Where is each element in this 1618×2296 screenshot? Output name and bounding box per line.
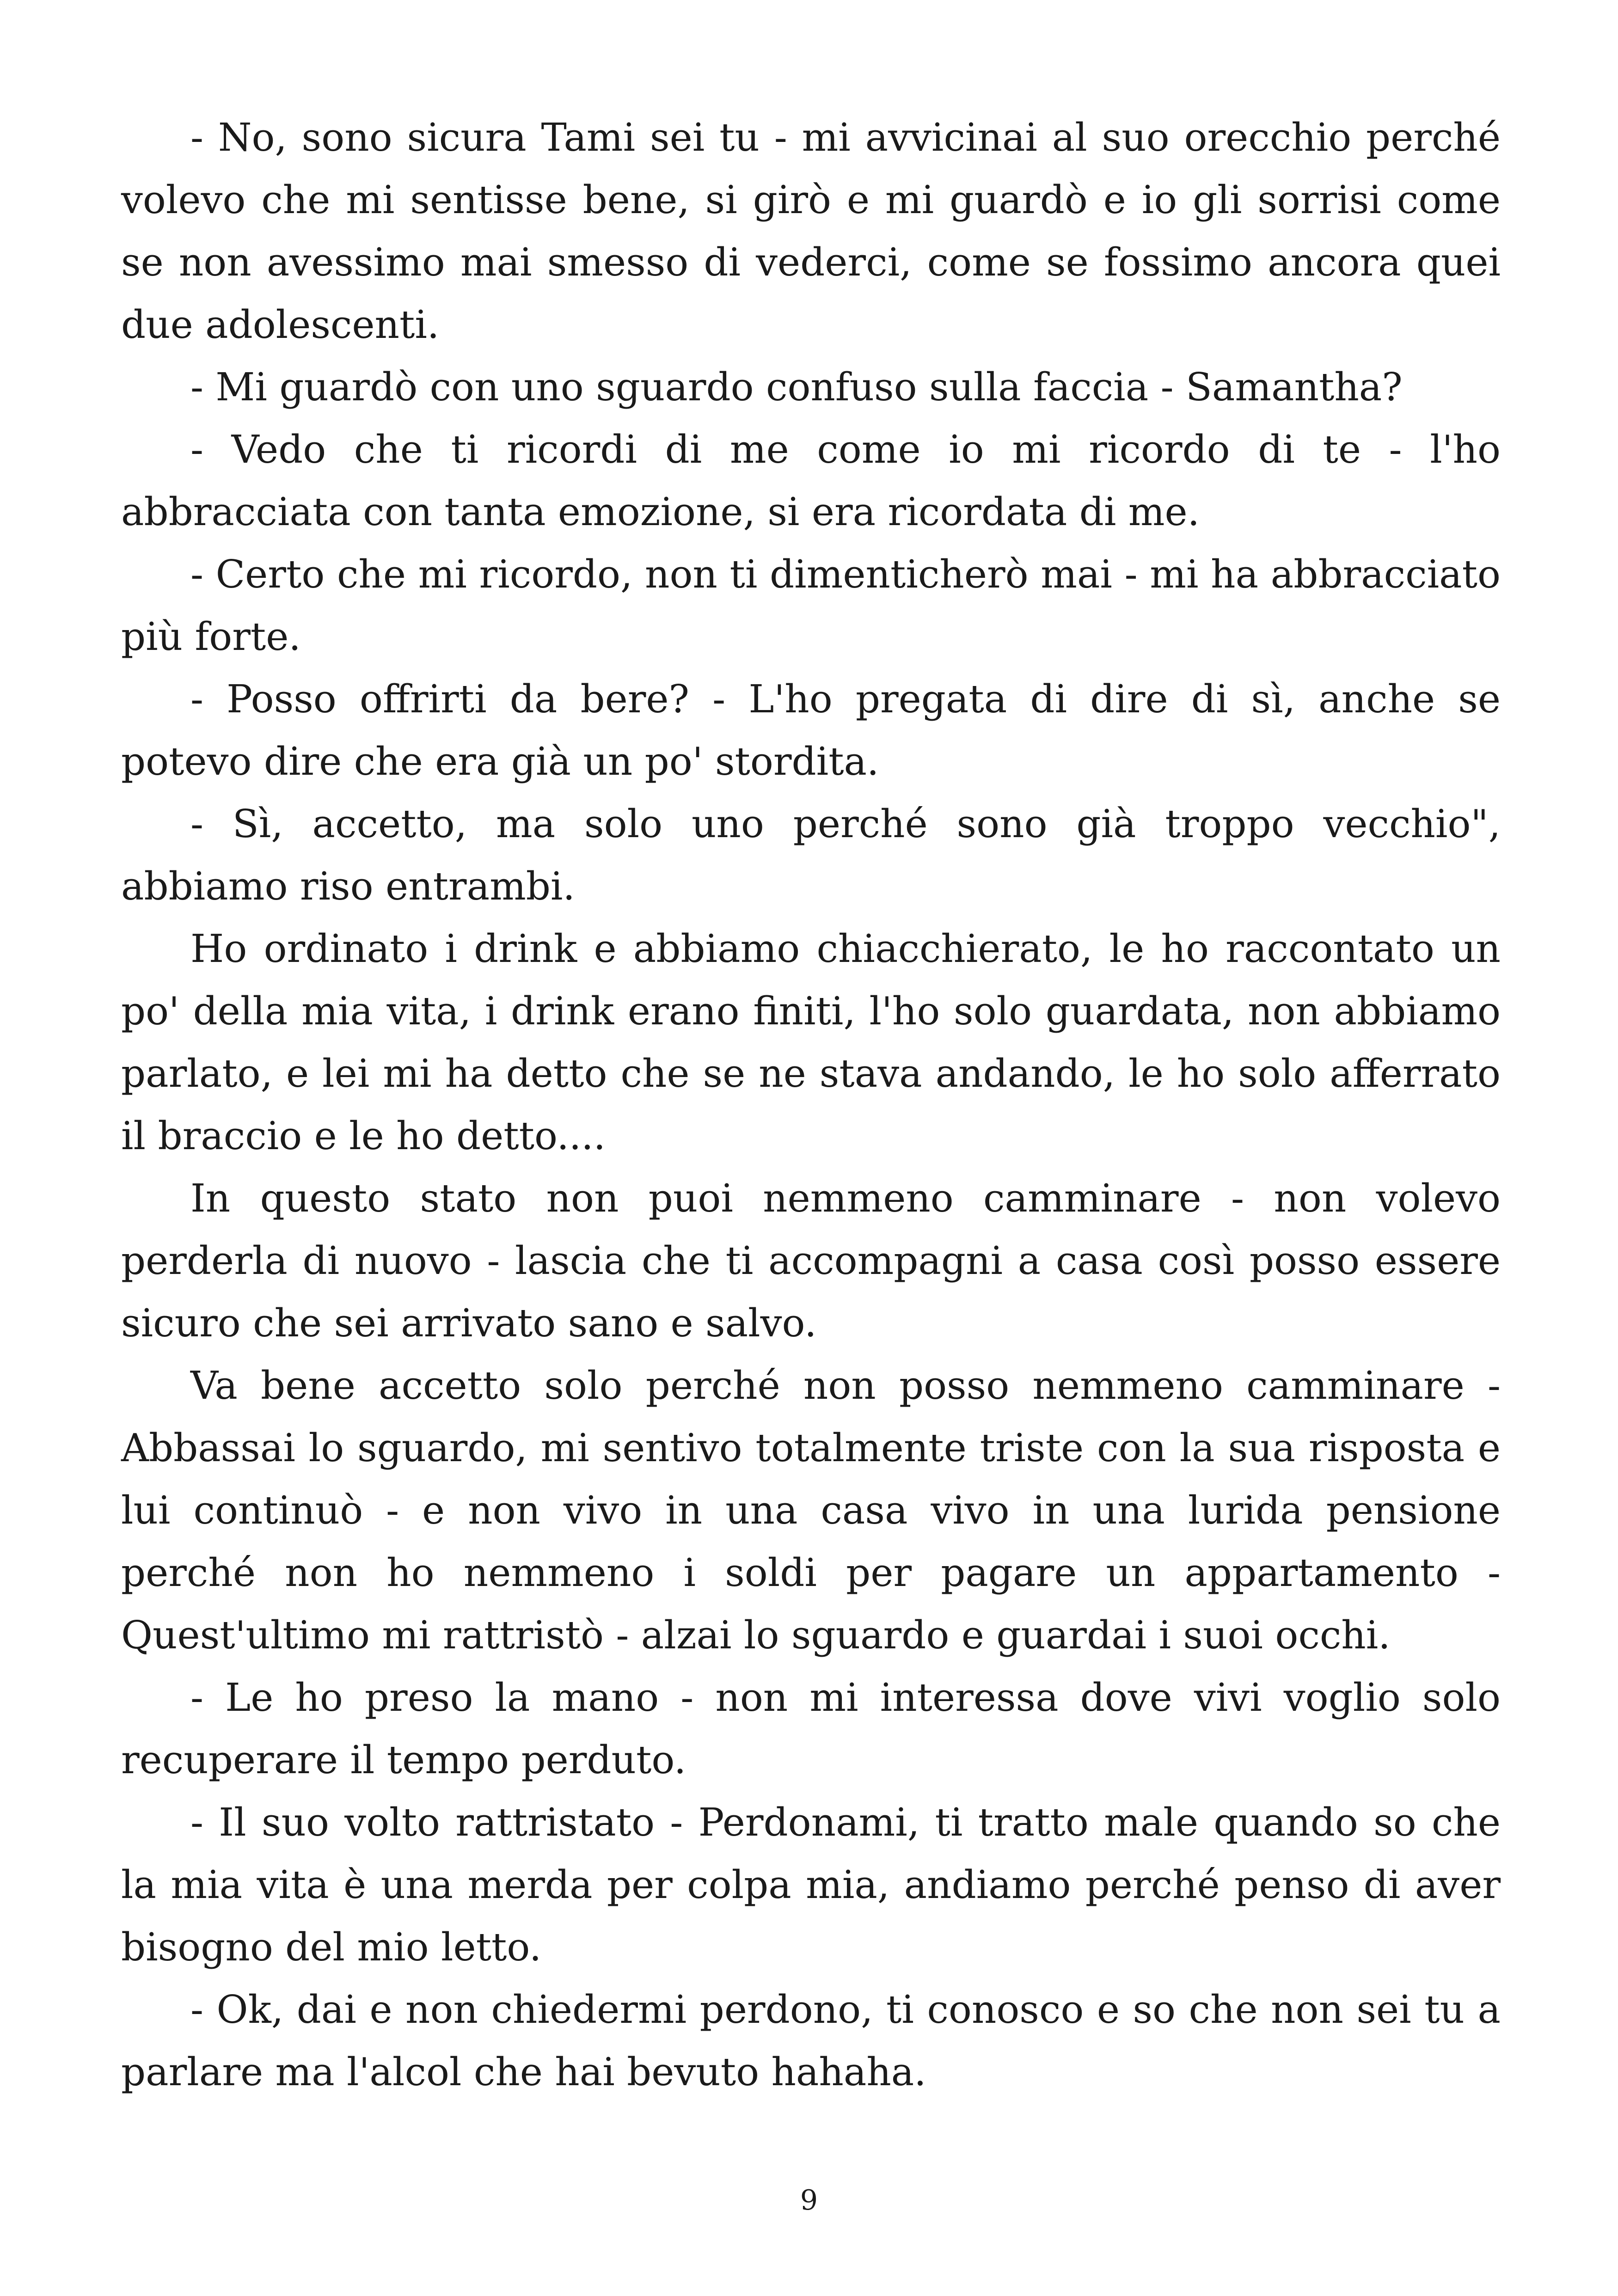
paragraph-2: - Mi guardò con uno sguardo confuso sulla faccia - Samantha? (190, 365, 1403, 410)
paragraph-7: Ho ordinato i drink e abbiamo chiacchierato, le ho raccontato un po' della mia vita, i drink erano finiti, l'ho solo guardata, non abbiamo parlato, e lei mi ha detto che se ne stava andando, le ho solo afferrato il braccio e le ho detto.... (121, 926, 1501, 1158)
paragraph-5: - Posso offrirti da bere? - L'ho pregata di dire di sì, anche se potevo dire che era già un po' stordita. (121, 677, 1501, 784)
paragraph-6: - Sì, accetto, ma solo uno perché sono già troppo vecchio", abbiamo riso entrambi. (121, 802, 1501, 909)
paragraph-11: - Il suo volto rattristato - Perdonami, ti tratto male quando so che la mia vita è una merda per colpa mia, andiamo perché penso di aver bisogno del mio letto. (121, 1800, 1501, 1970)
paragraph-3: - Vedo che ti ricordi di me come io mi ricordo di te - l'ho abbracciata con tanta emozione, si era ricordata di me. (121, 427, 1501, 534)
paragraph-10: - Le ho preso la mano - non mi interessa dove vivi voglio solo recuperare il tempo perduto. (121, 1675, 1501, 1782)
page-number: 9 (800, 2184, 818, 2216)
paragraph-4: - Certo che mi ricordo, non ti dimenticherò mai - mi ha abbracciato più forte. (121, 552, 1501, 659)
paragraph-9: Va bene accetto solo perché non posso nemmeno camminare - Abbassai lo sguardo, mi sentivo totalmente triste con la sua risposta e lui continuò - e non vivo in una casa vivo in una lurida pensione perché non ho nemmeno i soldi per pagare un appartamento - Quest'ultimo mi rattristò - alzai lo sguardo e guardai i suoi occhi. (121, 1363, 1501, 1658)
paragraph-1: - No, sono sicura Tami sei tu - mi avvicinai al suo orecchio perché volevo che mi sentisse bene, si girò e mi guardò e io gli sorrisi come se non avessimo mai smesso di vederci, come se fossimo ancora quei due adolescenti. (121, 115, 1501, 347)
body-text (121, 106, 1501, 2103)
paragraph-8: In questo stato non puoi nemmeno camminare - non volevo perderla di nuovo - lascia che ti accompagni a casa così posso essere sicuro che sei arrivato sano e salvo. (121, 1176, 1501, 1346)
paragraph-12: - Ok, dai e non chiedermi perdono, ti conosco e so che non sei tu a parlare ma l'alcol che hai bevuto hahaha. (121, 1987, 1501, 2094)
